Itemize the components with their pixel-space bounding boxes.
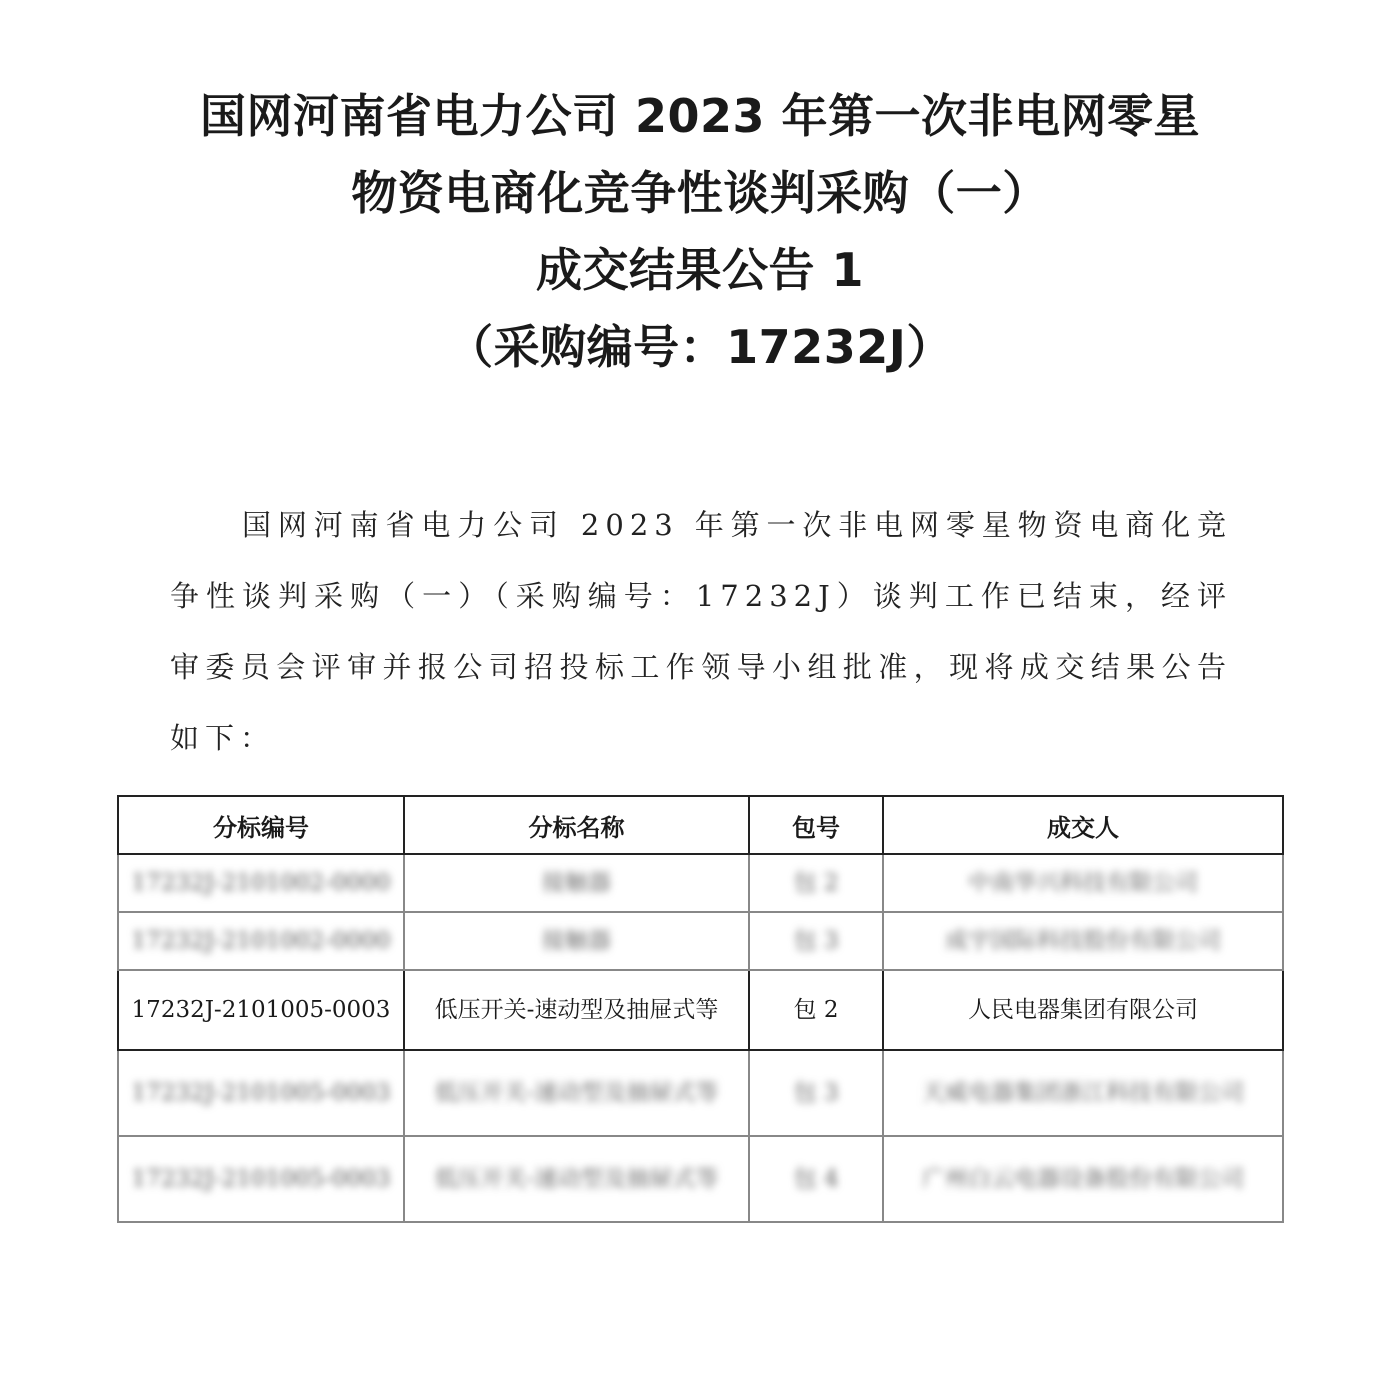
title-line-1: 国网河南省电力公司 2023 年第一次非电网零星 bbox=[199, 89, 1201, 143]
announcement-title bbox=[0, 78, 1400, 386]
cell-lot-name: 低压开关-速动型及抽屉式等 bbox=[404, 1050, 749, 1136]
cell-lot-code: 17232J-2101002-0000 bbox=[118, 854, 404, 912]
table-header-row bbox=[118, 796, 1283, 854]
results-table bbox=[117, 795, 1284, 1223]
title-line-4: （采购编号：17232J） bbox=[447, 320, 953, 374]
cell-package: 包 2 bbox=[749, 970, 883, 1050]
cell-lot-code: 17232J-2101005-0003 bbox=[118, 970, 404, 1050]
cell-lot-code: 17232J-2101005-0003 bbox=[118, 1050, 404, 1136]
cell-winner: 成宇国际科技股份有限公司 bbox=[883, 912, 1283, 970]
cell-lot-name: 低压开关-速动型及抽屉式等 bbox=[404, 970, 749, 1050]
cell-winner: 天威电器集团浙江科技有限公司 bbox=[883, 1050, 1283, 1136]
header-package: 包号 bbox=[749, 796, 883, 854]
table-row bbox=[118, 854, 1283, 912]
header-lot-code: 分标编号 bbox=[118, 796, 404, 854]
cell-package: 包 3 bbox=[749, 1050, 883, 1136]
header-lot-name: 分标名称 bbox=[404, 796, 749, 854]
cell-lot-code: 17232J-2101005-0003 bbox=[118, 1136, 404, 1222]
cell-winner: 中南华兴科技有限公司 bbox=[883, 854, 1283, 912]
intro-paragraph: 国网河南省电力公司 2023 年第一次非电网零星物资电商化竞争性谈判采购（一）（采购编号：17232J）谈判工作已结束，经评审委员会评审并报公司招投标工作领导小组批准，现将成交结果公告如下： bbox=[170, 508, 1232, 755]
table-row bbox=[118, 1136, 1283, 1222]
table-row bbox=[118, 912, 1283, 970]
header-winner: 成交人 bbox=[883, 796, 1283, 854]
cell-lot-name: 接触器 bbox=[404, 912, 749, 970]
cell-package: 包 2 bbox=[749, 854, 883, 912]
table-row-highlighted bbox=[118, 970, 1283, 1050]
cell-package: 包 3 bbox=[749, 912, 883, 970]
cell-lot-name: 接触器 bbox=[404, 854, 749, 912]
cell-lot-code: 17232J-2101002-0000 bbox=[118, 912, 404, 970]
cell-winner: 人民电器集团有限公司 bbox=[883, 970, 1283, 1050]
title-line-2: 物资电商化竞争性谈判采购（一） bbox=[351, 166, 1049, 220]
title-line-3: 成交结果公告 1 bbox=[535, 243, 865, 297]
table-row bbox=[118, 1050, 1283, 1136]
cell-winner: 广州白云电器设备股份有限公司 bbox=[883, 1136, 1283, 1222]
cell-lot-name: 低压开关-速动型及抽屉式等 bbox=[404, 1136, 749, 1222]
cell-package: 包 4 bbox=[749, 1136, 883, 1222]
